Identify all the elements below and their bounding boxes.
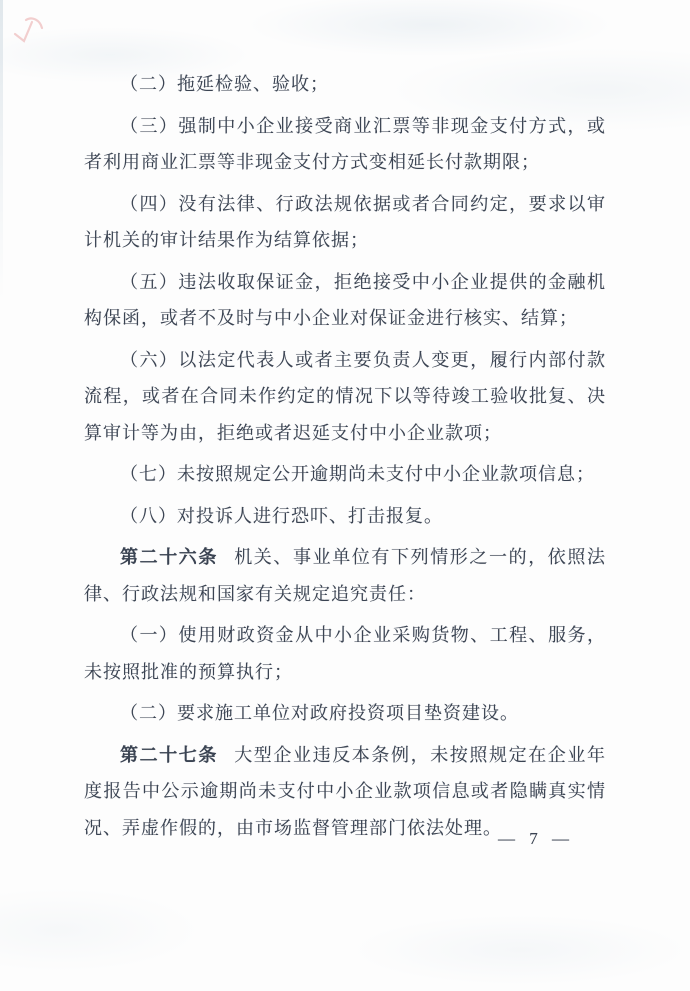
article-number: 第二十六条 xyxy=(120,547,219,567)
paragraph-text: （五）违法收取保证金，拒绝接受中小企业提供的金融机构保函，或者不及时与中小企业对保证金进行核实、结算； xyxy=(84,271,606,328)
clause-paragraph xyxy=(84,617,606,690)
clause-paragraph xyxy=(84,186,606,259)
clause-paragraph xyxy=(84,108,606,181)
clause-paragraph xyxy=(84,264,606,337)
article-paragraph xyxy=(84,539,606,612)
paragraph-text: （八）对投诉人进行恐吓、打击报复。 xyxy=(120,505,443,526)
red-pencil-mark xyxy=(12,14,46,46)
paragraph-text: （七）未按照规定公开逾期尚未支付中小企业款项信息； xyxy=(120,464,595,484)
paragraph-text: （二）拖延检验、验收； xyxy=(120,74,329,94)
clause-paragraph xyxy=(84,456,606,493)
document-body xyxy=(84,66,606,851)
clause-paragraph xyxy=(84,695,606,732)
paragraph-text: （三）强制中小企业接受商业汇票等非现金支付方式，或者利用商业汇票等非现金支付方式变相延长付款期限； xyxy=(84,115,606,172)
clause-paragraph xyxy=(84,498,606,535)
paragraph-text: 机关、事业单位有下列情形之一的，依照法律、行政法规和国家有关规定追究责任： xyxy=(84,547,607,604)
article-number: 第二十七条 xyxy=(120,744,219,765)
paragraph-text: （一）使用财政资金从中小企业采购货物、工程、服务，未按照批准的预算执行； xyxy=(84,625,606,682)
clause-paragraph xyxy=(84,342,606,452)
paragraph-text: （六）以法定代表人或者主要负责人变更，履行内部付款流程，或者在合同未作约定的情况下以等待竣工验收批复、决算审计等为由，拒绝或者迟延支付中小企业款项； xyxy=(84,349,606,443)
paragraph-text: （四）没有法律、行政法规依据或者合同约定，要求以审计机关的审计结果作为结算依据； xyxy=(84,193,606,250)
scan-edge-shadow xyxy=(0,0,3,300)
paragraph-text: （二）要求施工单位对政府投资项目垫资建设。 xyxy=(120,703,519,723)
paragraph-text: 大型企业违反本条例，未按照规定在企业年度报告中公示逾期尚未支付中小企业款项信息或者隐瞒真实情况、弄虚作假的，由市场监督管理部门依法处理。 xyxy=(84,744,607,838)
clause-paragraph xyxy=(84,66,606,103)
page-number: — 7 — xyxy=(498,829,574,848)
